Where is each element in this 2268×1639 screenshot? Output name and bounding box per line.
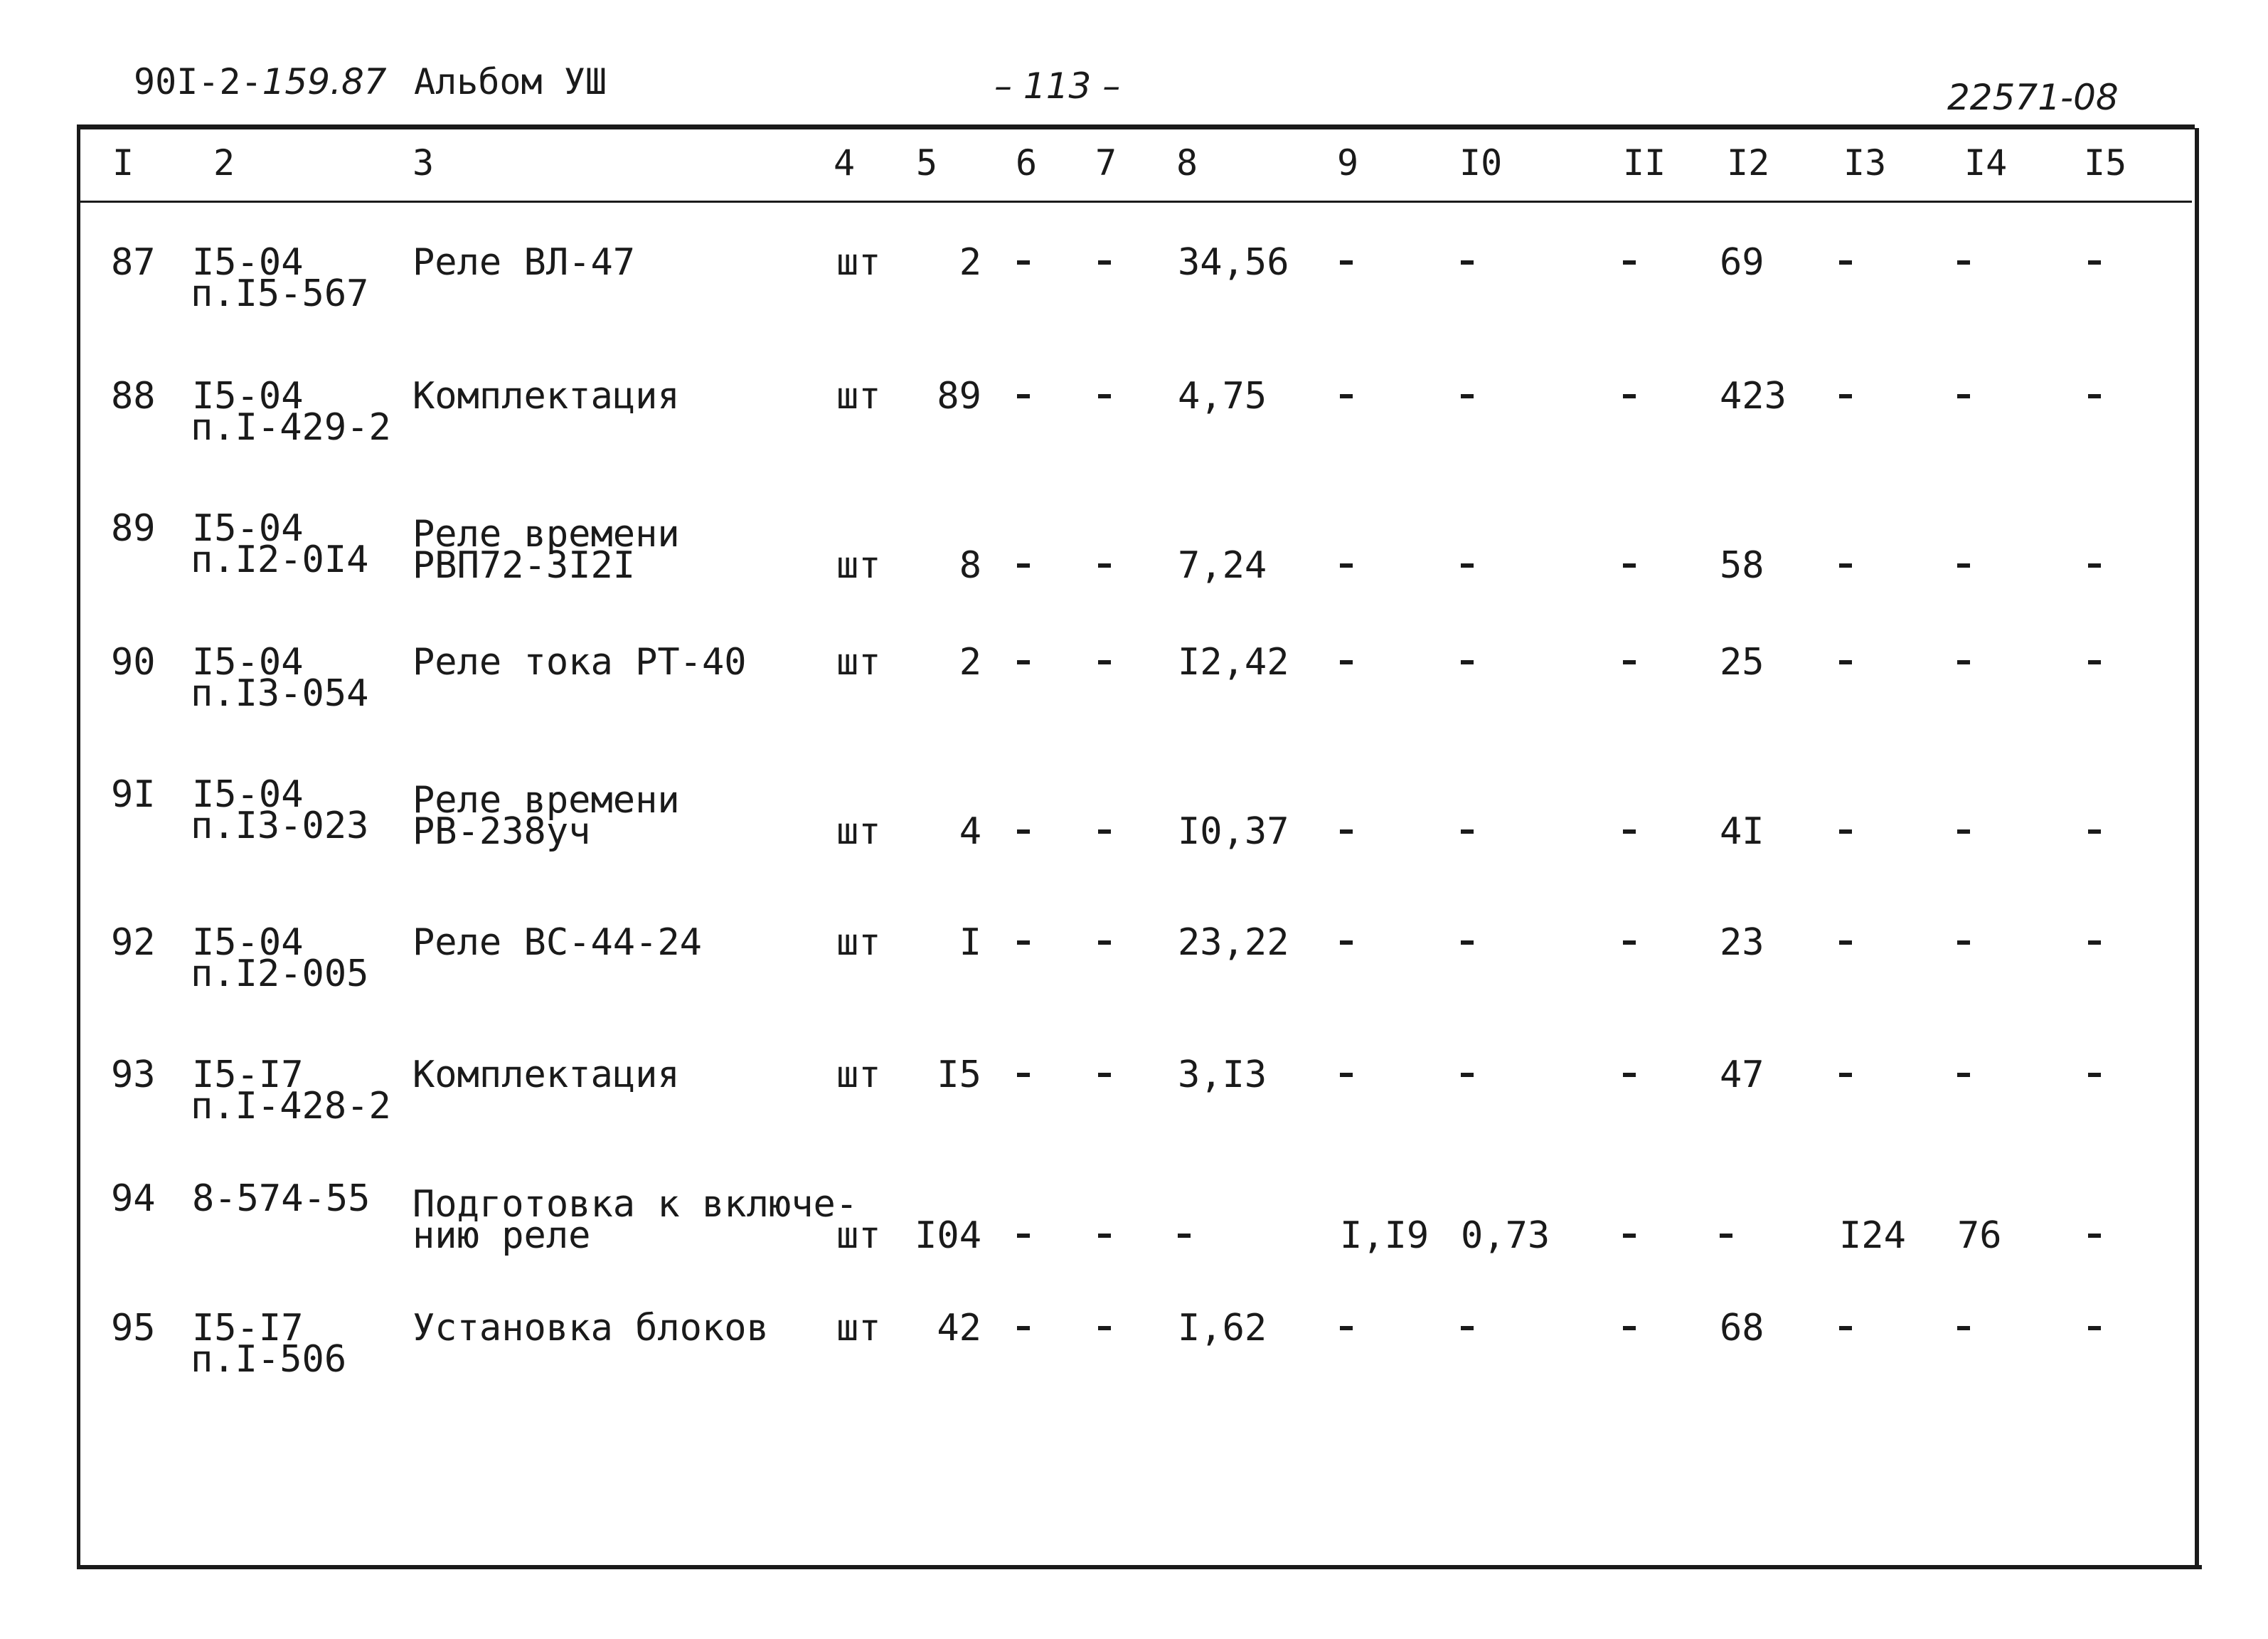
dash-mark — [2088, 940, 2101, 945]
dash-c10 — [1461, 378, 1474, 414]
dash-mark — [1623, 660, 1636, 664]
item-name: Реле ВЛ-47 — [412, 241, 636, 284]
norm-code: п.I2-0I4 — [191, 539, 369, 581]
dash-c9 — [1340, 1057, 1353, 1093]
column-header-15: I5 — [2084, 142, 2127, 184]
item-name: Комплектация — [412, 375, 680, 418]
dash-c6 — [1017, 645, 1030, 680]
dash-c10 — [1461, 814, 1474, 849]
dash-c6 — [1017, 1310, 1030, 1346]
dash-mark — [1957, 563, 1970, 568]
dash-c13 — [1839, 378, 1852, 414]
dash-c12 — [1720, 1218, 1732, 1253]
value-unit: шт — [836, 1214, 881, 1257]
value-unit: шт — [836, 1307, 881, 1349]
dash-mark — [1461, 940, 1474, 945]
norm-code: I5-04 — [192, 241, 304, 284]
dash-mark — [1461, 394, 1474, 398]
value-c5: I — [959, 921, 981, 964]
item-name: Реле времени — [412, 779, 680, 822]
value-c12: 68 — [1720, 1307, 1764, 1349]
dash-mark — [1098, 563, 1111, 568]
dash-c15 — [2088, 245, 2101, 280]
item-name: Реле времени — [412, 513, 680, 556]
dash-mark — [1461, 563, 1474, 568]
norm-code: I5-04 — [192, 375, 304, 418]
column-header-4: 4 — [834, 142, 856, 184]
dash-c7 — [1098, 645, 1111, 680]
value-c10: 0,73 — [1461, 1214, 1550, 1257]
row-number: 9I — [111, 773, 156, 816]
column-header-8: 8 — [1176, 142, 1198, 184]
dash-mark — [1839, 940, 1852, 945]
dash-c11 — [1623, 1218, 1636, 1253]
column-header-5: 5 — [916, 142, 938, 184]
dash-mark — [1839, 394, 1852, 398]
dash-mark — [1839, 260, 1852, 265]
value-c12: 69 — [1720, 241, 1764, 284]
dash-c11 — [1623, 814, 1636, 849]
dash-c7 — [1098, 378, 1111, 414]
dash-mark — [1340, 829, 1353, 834]
dash-mark — [1957, 1326, 1970, 1330]
item-name: Подготовка к включе- — [412, 1183, 858, 1226]
value-unit: шт — [836, 544, 881, 587]
value-c8: 3,I3 — [1178, 1054, 1267, 1096]
dash-c13 — [1839, 925, 1852, 960]
dash-c6 — [1017, 245, 1030, 280]
dash-c14 — [1957, 378, 1970, 414]
value-c12: 25 — [1720, 641, 1764, 684]
norm-code: I5-04 — [192, 773, 304, 816]
dash-mark — [1017, 829, 1030, 834]
row-number: 88 — [111, 375, 156, 418]
dash-c7 — [1098, 814, 1111, 849]
doc-code-prefix: 90I-2- — [134, 61, 262, 102]
dash-c11 — [1623, 378, 1636, 414]
column-header-14: I4 — [1964, 142, 2008, 184]
dash-mark — [1623, 394, 1636, 398]
dash-c9 — [1340, 245, 1353, 280]
column-header-10: I0 — [1459, 142, 1503, 184]
row-number: 93 — [111, 1054, 156, 1096]
dash-c14 — [1957, 1057, 1970, 1093]
value-c8: I2,42 — [1178, 641, 1289, 684]
column-header-9: 9 — [1337, 142, 1359, 184]
norm-code: п.I-429-2 — [191, 406, 391, 449]
dash-mark — [1098, 260, 1111, 265]
value-unit: шт — [836, 375, 881, 418]
dash-c6 — [1017, 1057, 1030, 1093]
dash-mark — [2088, 1234, 2101, 1238]
dash-mark — [1340, 260, 1353, 265]
value-c8: 34,56 — [1178, 241, 1289, 284]
dash-mark — [1623, 1073, 1636, 1077]
dash-mark — [1098, 1326, 1111, 1330]
value-c5: I04 — [915, 1214, 981, 1257]
dash-mark — [1017, 1234, 1030, 1238]
dash-c10 — [1461, 245, 1474, 280]
row-number: 87 — [111, 241, 156, 284]
dash-c9 — [1340, 925, 1353, 960]
dash-c13 — [1839, 645, 1852, 680]
dash-mark — [1017, 260, 1030, 265]
row-number: 90 — [111, 641, 156, 684]
dash-mark — [2088, 660, 2101, 664]
item-name: нию реле — [412, 1214, 591, 1257]
dash-mark — [1839, 563, 1852, 568]
dash-mark — [2088, 1326, 2101, 1330]
dash-mark — [1957, 940, 1970, 945]
dash-mark — [1017, 660, 1030, 664]
dash-mark — [1017, 1326, 1030, 1330]
item-name: Реле ВС-44-24 — [412, 921, 702, 964]
dash-c10 — [1461, 925, 1474, 960]
value-c12: 23 — [1720, 921, 1764, 964]
value-c5: 2 — [959, 641, 981, 684]
column-header-12: I2 — [1727, 142, 1770, 184]
dash-mark — [1461, 260, 1474, 265]
dash-mark — [1839, 1073, 1852, 1077]
column-header-2: 2 — [213, 142, 235, 184]
dash-c15 — [2088, 1310, 2101, 1346]
dash-mark — [1340, 1326, 1353, 1330]
norm-code: п.I-506 — [191, 1338, 347, 1381]
dash-c9 — [1340, 548, 1353, 583]
value-c5: I5 — [937, 1054, 981, 1096]
album-label: Альбом УШ — [414, 61, 607, 102]
dash-c14 — [1957, 925, 1970, 960]
value-c5: 4 — [959, 810, 981, 853]
dash-mark — [1017, 940, 1030, 945]
dash-c6 — [1017, 548, 1030, 583]
norm-code: I5-I7 — [192, 1054, 304, 1096]
header-separator-line — [80, 201, 2192, 203]
dash-c9 — [1340, 645, 1353, 680]
dash-c13 — [1839, 548, 1852, 583]
dash-c13 — [1839, 814, 1852, 849]
dash-c15 — [2088, 645, 2101, 680]
dash-mark — [1957, 1073, 1970, 1077]
value-c5: 42 — [937, 1307, 981, 1349]
dash-mark — [1017, 1073, 1030, 1077]
dash-c13 — [1839, 1057, 1852, 1093]
norm-code: п.I5-567 — [191, 272, 369, 315]
dash-c9 — [1340, 378, 1353, 414]
item-name: РВ-238уч — [412, 810, 591, 853]
frame-right-line — [2195, 128, 2199, 1568]
dash-c14 — [1957, 245, 1970, 280]
column-header-3: 3 — [412, 142, 435, 184]
dash-mark — [1098, 1234, 1111, 1238]
item-name: РВП72-3I2I — [412, 544, 636, 587]
dash-c10 — [1461, 548, 1474, 583]
dash-mark — [1957, 660, 1970, 664]
value-c12: 423 — [1720, 375, 1787, 418]
dash-mark — [1017, 394, 1030, 398]
value-c5: 89 — [937, 375, 981, 418]
dash-c7 — [1098, 1310, 1111, 1346]
dash-c15 — [2088, 1218, 2101, 1253]
dash-mark — [1098, 829, 1111, 834]
dash-mark — [2088, 829, 2101, 834]
dash-mark — [1623, 829, 1636, 834]
column-header-6: 6 — [1016, 142, 1038, 184]
dash-c15 — [2088, 925, 2101, 960]
value-c5: 2 — [959, 241, 981, 284]
norm-code: п.I3-054 — [191, 672, 369, 715]
column-header-13: I3 — [1843, 142, 1887, 184]
dash-mark — [1178, 1234, 1191, 1238]
frame-top-line — [77, 124, 2195, 129]
value-c8: 23,22 — [1178, 921, 1289, 964]
dash-mark — [1098, 660, 1111, 664]
dash-c10 — [1461, 1310, 1474, 1346]
dash-c6 — [1017, 814, 1030, 849]
norm-code: I5-04 — [192, 507, 304, 550]
dash-c15 — [2088, 814, 2101, 849]
dash-mark — [2088, 260, 2101, 265]
dash-c15 — [2088, 548, 2101, 583]
dash-mark — [1623, 563, 1636, 568]
dash-mark — [1098, 940, 1111, 945]
dash-c11 — [1623, 925, 1636, 960]
dash-mark — [1623, 940, 1636, 945]
dash-c11 — [1623, 548, 1636, 583]
sheet-number: 22571-08 — [1947, 77, 2119, 118]
row-number: 92 — [111, 921, 156, 964]
dash-mark — [1957, 394, 1970, 398]
dash-mark — [1340, 563, 1353, 568]
row-number: 89 — [111, 507, 156, 550]
dash-mark — [1340, 394, 1353, 398]
dash-c6 — [1017, 378, 1030, 414]
value-c9: I,I9 — [1340, 1214, 1430, 1257]
value-unit: шт — [836, 810, 881, 853]
doc-code — [134, 61, 387, 102]
norm-code: 8-574-55 — [192, 1177, 371, 1220]
dash-mark — [1017, 563, 1030, 568]
dash-mark — [1340, 660, 1353, 664]
dash-c6 — [1017, 925, 1030, 960]
dash-mark — [1839, 1326, 1852, 1330]
value-c8: 7,24 — [1178, 544, 1267, 587]
dash-c7 — [1098, 1057, 1111, 1093]
value-unit: шт — [836, 1054, 881, 1096]
column-header-11: II — [1623, 142, 1666, 184]
dash-c10 — [1461, 1057, 1474, 1093]
dash-mark — [1461, 1326, 1474, 1330]
value-c14: 76 — [1957, 1214, 2002, 1257]
norm-code: п.I-428-2 — [191, 1085, 391, 1128]
value-c8: I0,37 — [1178, 810, 1289, 853]
norm-code: I5-04 — [192, 641, 304, 684]
dash-c14 — [1957, 814, 1970, 849]
dash-c7 — [1098, 925, 1111, 960]
dash-mark — [1461, 1073, 1474, 1077]
dash-c11 — [1623, 645, 1636, 680]
value-unit: шт — [836, 641, 881, 684]
dash-c14 — [1957, 645, 1970, 680]
row-number: 95 — [111, 1307, 156, 1349]
row-number: 94 — [111, 1177, 156, 1220]
dash-mark — [1623, 1326, 1636, 1330]
value-c13: I24 — [1839, 1214, 1906, 1257]
dash-mark — [1839, 660, 1852, 664]
dash-mark — [2088, 394, 2101, 398]
norm-code: I5-I7 — [192, 1307, 304, 1349]
dash-mark — [1623, 260, 1636, 265]
value-c12: 47 — [1720, 1054, 1764, 1096]
dash-c11 — [1623, 1310, 1636, 1346]
dash-mark — [1461, 829, 1474, 834]
dash-c8 — [1178, 1218, 1191, 1253]
dash-c13 — [1839, 245, 1852, 280]
dash-mark — [1340, 940, 1353, 945]
item-name: Реле тока РТ-40 — [412, 641, 747, 684]
dash-mark — [1340, 1073, 1353, 1077]
dash-c9 — [1340, 1310, 1353, 1346]
dash-mark — [2088, 563, 2101, 568]
dash-c14 — [1957, 548, 1970, 583]
dash-c9 — [1340, 814, 1353, 849]
frame-bottom-line — [77, 1565, 2202, 1569]
dash-c11 — [1623, 245, 1636, 280]
dash-mark — [1839, 829, 1852, 834]
dash-mark — [2088, 1073, 2101, 1077]
item-name: Комплектация — [412, 1054, 680, 1096]
dash-mark — [1957, 260, 1970, 265]
value-c8: 4,75 — [1178, 375, 1267, 418]
dash-c7 — [1098, 548, 1111, 583]
dash-c11 — [1623, 1057, 1636, 1093]
value-c8: I,62 — [1178, 1307, 1267, 1349]
value-unit: шт — [836, 241, 881, 284]
norm-code: п.I2-005 — [191, 953, 369, 995]
dash-c7 — [1098, 245, 1111, 280]
dash-c7 — [1098, 1218, 1111, 1253]
norm-code: п.I3-023 — [191, 805, 369, 847]
doc-code-handwritten: 159.87 — [262, 61, 387, 102]
value-c12: 4I — [1720, 810, 1764, 853]
norm-code: I5-04 — [192, 921, 304, 964]
frame-left-line — [77, 125, 80, 1568]
value-unit: шт — [836, 921, 881, 964]
column-header-7: 7 — [1095, 142, 1117, 184]
dash-mark — [1098, 1073, 1111, 1077]
dash-c14 — [1957, 1310, 1970, 1346]
dash-c13 — [1839, 1310, 1852, 1346]
dash-mark — [1623, 1234, 1636, 1238]
dash-mark — [1720, 1234, 1732, 1238]
dash-mark — [1461, 660, 1474, 664]
dash-mark — [1098, 394, 1111, 398]
dash-c6 — [1017, 1218, 1030, 1253]
dash-c10 — [1461, 645, 1474, 680]
dash-mark — [1957, 829, 1970, 834]
dash-c15 — [2088, 1057, 2101, 1093]
item-name: Установка блоков — [412, 1307, 769, 1349]
column-header-1: I — [112, 142, 134, 184]
value-c5: 8 — [959, 544, 981, 587]
value-c12: 58 — [1720, 544, 1764, 587]
dash-c15 — [2088, 378, 2101, 414]
page-number: – 113 – — [994, 65, 1121, 107]
